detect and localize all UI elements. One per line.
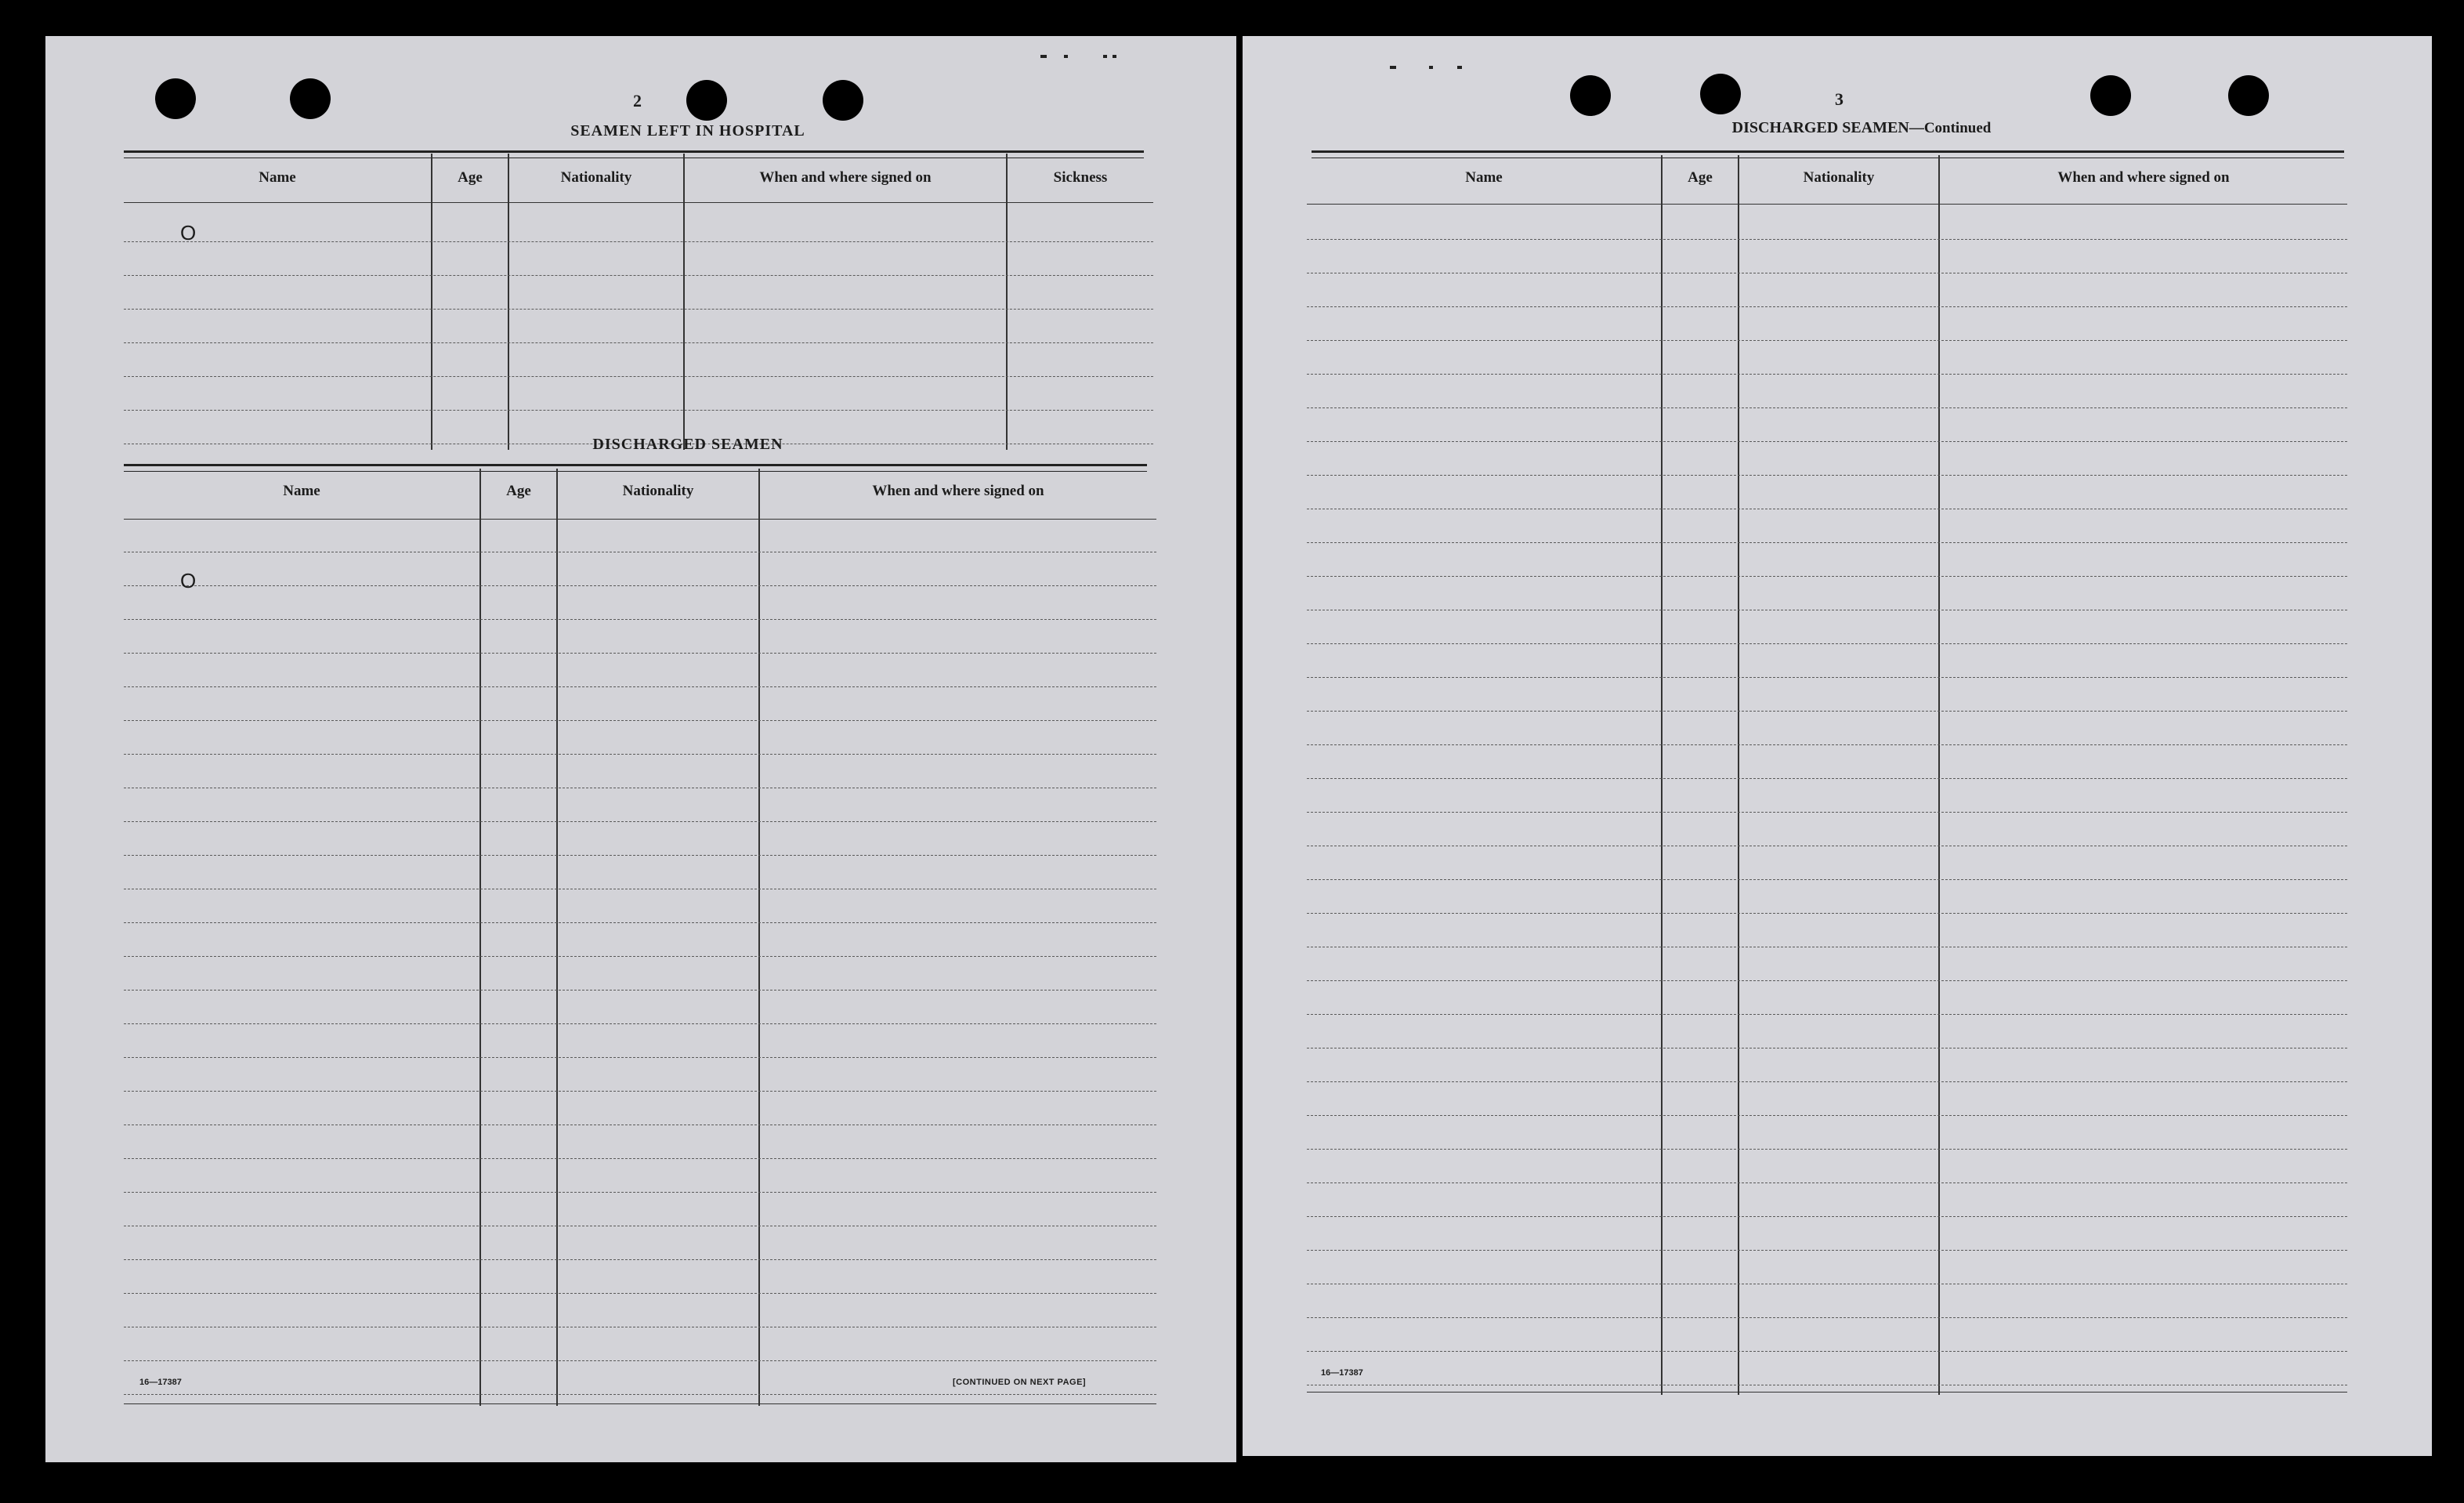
hospital-section-title: SEAMEN LEFT IN HOSPITAL bbox=[570, 122, 805, 139]
punch-hole bbox=[823, 80, 863, 121]
form-number: 16—17387 bbox=[139, 1378, 182, 1387]
form-number: 16—17387 bbox=[1321, 1368, 1363, 1378]
print-mark bbox=[1390, 66, 1396, 69]
hospital-rows bbox=[124, 202, 1153, 453]
continued-note: [CONTINUED ON NEXT PAGE] bbox=[953, 1378, 1087, 1387]
print-mark bbox=[1429, 66, 1433, 69]
section-rule bbox=[124, 464, 1147, 472]
left-page bbox=[45, 36, 1236, 1462]
col-header-nationality: Nationality bbox=[560, 169, 632, 186]
punch-hole bbox=[2090, 75, 2131, 116]
col-header-nationality: Nationality bbox=[1803, 169, 1875, 186]
table-bottom-rule bbox=[1307, 1392, 2347, 1393]
print-mark bbox=[1103, 55, 1107, 58]
page-number: 3 bbox=[1835, 89, 1843, 109]
punch-hole bbox=[1700, 74, 1741, 114]
section-rule bbox=[1312, 150, 2344, 158]
col-header-sickness: Sickness bbox=[1053, 169, 1108, 186]
punch-hole bbox=[2228, 75, 2269, 116]
discharged-rows bbox=[124, 519, 1156, 1412]
punch-hole bbox=[290, 78, 331, 119]
title-main: DISCHARGED SEAMEN bbox=[1731, 119, 1909, 136]
col-header-age: Age bbox=[506, 483, 531, 499]
punch-hole bbox=[686, 80, 727, 121]
col-header-signed-on: When and where signed on bbox=[759, 169, 932, 186]
col-header-name: Name bbox=[259, 169, 296, 186]
hospital-name-entry: O bbox=[180, 221, 197, 244]
print-mark bbox=[1457, 66, 1462, 69]
title-suffix: —Continued bbox=[1909, 120, 1992, 136]
col-header-nationality: Nationality bbox=[622, 483, 694, 499]
col-header-name: Name bbox=[1465, 169, 1503, 186]
section-rule bbox=[124, 150, 1144, 158]
table-bottom-rule bbox=[124, 1403, 1156, 1404]
discharged-name-entry: O bbox=[180, 569, 197, 592]
col-header-signed-on: When and where signed on bbox=[2057, 169, 2230, 186]
discharged-continued-title bbox=[1587, 119, 2136, 137]
print-mark bbox=[1113, 55, 1116, 58]
punch-hole bbox=[155, 78, 196, 119]
page-number: 2 bbox=[633, 91, 642, 110]
col-header-signed-on: When and where signed on bbox=[872, 483, 1044, 499]
col-header-age: Age bbox=[1688, 169, 1713, 186]
print-mark bbox=[1040, 55, 1047, 58]
right-page bbox=[1243, 36, 2432, 1456]
col-header-name: Name bbox=[283, 483, 320, 499]
discharged-continued-rows bbox=[1307, 204, 2347, 1403]
print-mark bbox=[1064, 55, 1068, 58]
col-header-age: Age bbox=[458, 169, 483, 186]
discharged-section-title: DISCHARGED SEAMEN bbox=[592, 436, 783, 453]
punch-hole bbox=[1570, 75, 1611, 116]
